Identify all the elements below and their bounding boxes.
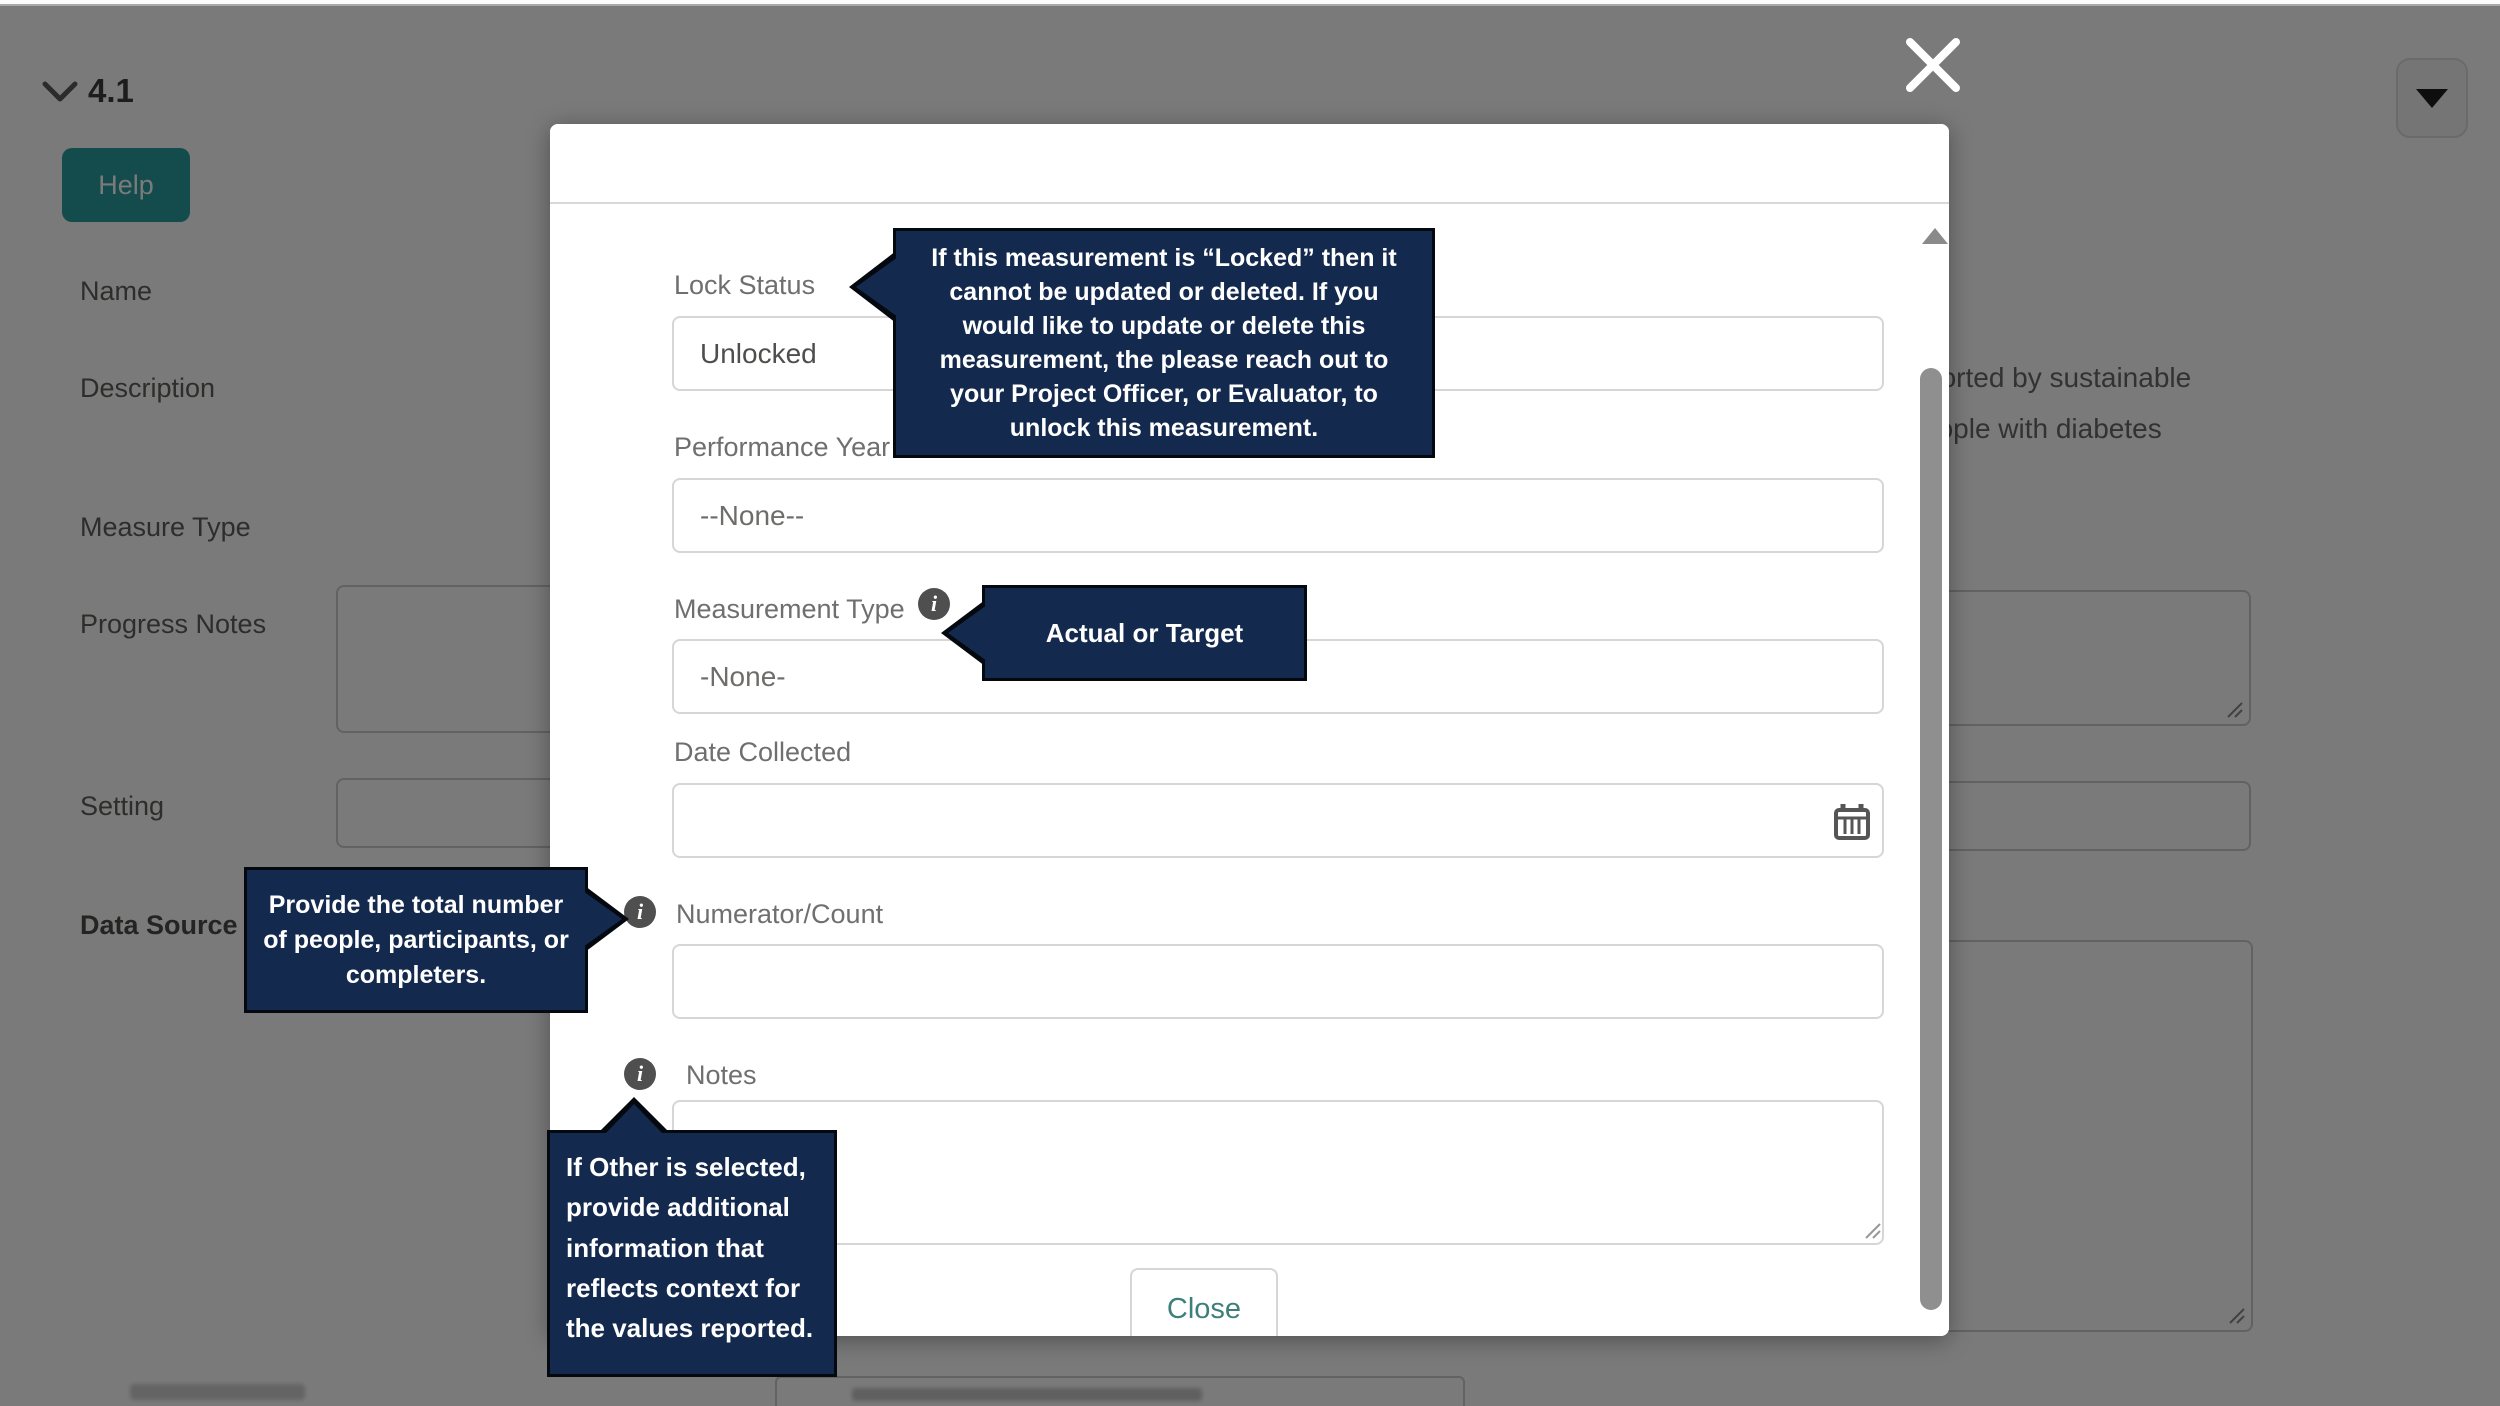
tooltip-arrow-left <box>856 257 898 317</box>
info-icon[interactable]: i <box>624 896 656 928</box>
modal-scrollbar[interactable] <box>1915 206 1949 1336</box>
scrollbar-thumb[interactable] <box>1920 368 1942 1310</box>
info-icon[interactable]: i <box>624 1058 656 1090</box>
window-top-edge <box>0 0 2500 6</box>
info-icon[interactable]: i <box>918 588 950 620</box>
notes-label: Notes <box>686 1060 757 1090</box>
modal-header <box>550 124 1949 204</box>
tooltip-arrow-left <box>948 605 987 661</box>
measurement-type-tooltip <box>982 585 1307 681</box>
lock-status-label: Lock Status <box>674 270 816 300</box>
performance-year-label: Performance Year <box>674 432 891 462</box>
tooltip-arrow-up <box>604 1104 664 1135</box>
lock-status-tooltip-text: If this measurement is “Locked” then it cannot be updated or deleted. If you would like to update or delete this measurement, the please reach out to your Project Officer, or Evaluator, to unlock this measurement. <box>931 244 1397 442</box>
calendar-icon[interactable] <box>1832 800 1872 842</box>
numerator-tooltip-text: Provide the total number of people, participants, or completers. <box>263 890 569 989</box>
lock-status-value: Unlocked <box>700 337 817 369</box>
lock-status-tooltip <box>893 228 1435 458</box>
numerator-label: Numerator/Count <box>676 899 884 929</box>
measurement-type-value: -None- <box>700 660 786 692</box>
resize-handle-icon[interactable] <box>1862 1220 1882 1240</box>
measurement-type-tooltip-text: Actual or Target <box>1045 617 1244 648</box>
tooltip-arrow-right <box>583 891 622 947</box>
close-button[interactable]: Close <box>1130 1268 1278 1336</box>
date-collected-input[interactable] <box>672 783 1884 858</box>
performance-year-value: --None-- <box>700 499 805 531</box>
scroll-up-arrow[interactable] <box>1922 228 1948 244</box>
date-collected-label: Date Collected <box>674 737 852 767</box>
numerator-tooltip <box>244 867 588 1013</box>
notes-textarea[interactable] <box>672 1100 1884 1245</box>
measurement-type-label: Measurement Type <box>674 594 905 624</box>
performance-year-select[interactable] <box>672 478 1884 553</box>
close-icon[interactable] <box>1902 34 1964 96</box>
notes-tooltip <box>547 1130 837 1377</box>
notes-tooltip-text: If Other is selected, provide additional information that reflects context for the values reported. <box>566 1152 814 1344</box>
numerator-input[interactable] <box>672 944 1884 1019</box>
